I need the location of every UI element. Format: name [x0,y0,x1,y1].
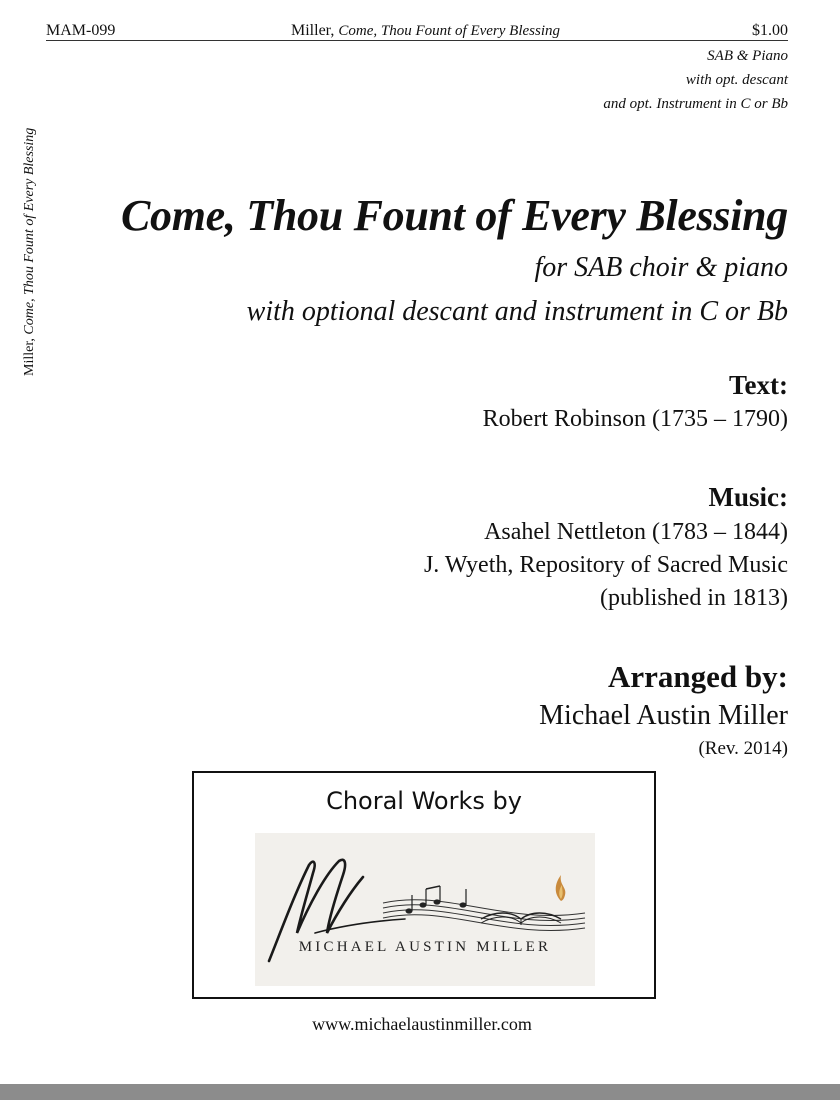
voicing-line: with opt. descant [685,72,788,88]
header-title-italic: Come, Thou Fount of Every Blessing [338,23,560,39]
music-heading: Music: [708,482,788,512]
text-author: Robert Robinson (1735 – 1790) [482,406,788,432]
revision-note: (Rev. 2014) [698,738,788,759]
page-title: Come, Thou Fount of Every Blessing [121,191,788,240]
promo-box [192,771,656,999]
header-composer: Miller, [291,22,335,39]
voicing-line: and opt. Instrument in C or Bb [603,96,788,112]
website-link[interactable]: www.michaelaustinmiller.com [312,1014,532,1034]
subtitle-line: for SAB choir & piano [534,252,788,283]
voicing-info [603,44,788,116]
publisher-logo [255,833,595,986]
promo-label: Choral Works by [326,787,522,815]
voicing-line: SAB & Piano [707,48,788,64]
page-header [46,20,788,41]
logo-graphic [255,833,595,986]
music-credit-line: J. Wyeth, Repository of Sacred Music [423,552,788,578]
spine-composer: Miller, [22,338,37,376]
page-bottom-edge [0,1084,840,1100]
spine-text [22,128,38,376]
arranger-name: Michael Austin Miller [539,700,788,731]
spine-title: Come, Thou Fount of Every Blessing [22,127,37,335]
price: $1.00 [752,22,788,39]
music-credit-line: Asahel Nettleton (1783 – 1844) [484,519,788,545]
header-title [291,22,560,40]
arranger-heading: Arranged by: [608,659,788,694]
logo-text: MICHAEL AUSTIN MILLER [298,939,552,955]
catalog-code: MAM-099 [46,22,116,39]
subtitle-line: with optional descant and instrument in C or Bb [246,296,788,327]
music-credit-line: (published in 1813) [600,585,788,611]
text-heading: Text: [729,370,788,400]
